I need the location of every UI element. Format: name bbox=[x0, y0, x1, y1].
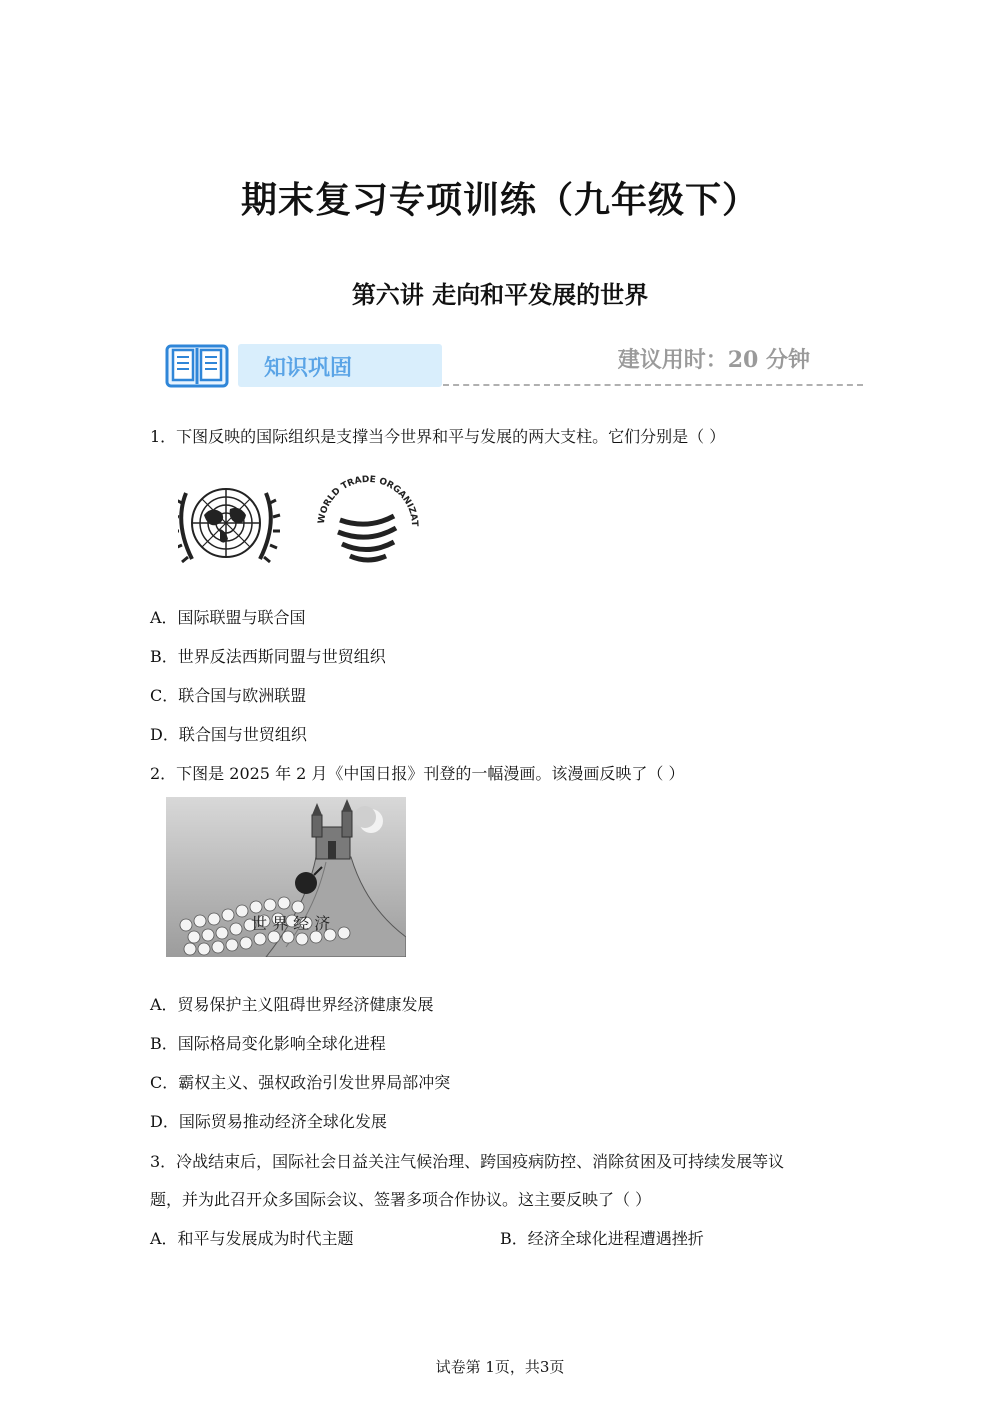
question-3-option-b: B．经济全球化进程遭遇挫折 bbox=[500, 1229, 704, 1248]
wto-logo bbox=[317, 475, 419, 560]
question-2-figure bbox=[166, 797, 406, 957]
question-1-option-d: D．联合国与世贸组织 bbox=[150, 725, 307, 744]
section-tag-label: 知识巩固 bbox=[264, 355, 353, 381]
question-2-option-a: A．贸易保护主义阻碍世界经济健康发展 bbox=[150, 995, 434, 1014]
question-2-option-c: C．霸权主义、强权政治引发世界局部冲突 bbox=[150, 1073, 451, 1092]
page-title: 期末复习专项训练（九年级下） bbox=[240, 180, 759, 221]
question-3-option-a: A．和平与发展成为时代主题 bbox=[150, 1229, 354, 1248]
question-1-option-b: B．世界反法西斯同盟与世贸组织 bbox=[150, 647, 386, 666]
dashed-divider bbox=[443, 384, 863, 386]
book-icon bbox=[165, 340, 229, 394]
question-3-stem-line-1: 3．冷战结束后，国际社会日益关注气候治理、跨国疫病防控、消除贫困及可持续发展等议 bbox=[150, 1152, 785, 1171]
question-3-stem-line-2: 题，并为此召开众多国际会议、签署多项合作协议。这主要反映了（ ） bbox=[150, 1190, 652, 1209]
question-1-figure bbox=[178, 468, 443, 578]
cartoon-caption: 世 界 经 济 bbox=[251, 914, 331, 933]
section-banner bbox=[165, 338, 865, 390]
question-1-stem: 1．下图反映的国际组织是支撑当今世界和平与发展的两大支柱。它们分别是（ ） bbox=[150, 427, 726, 446]
question-2-option-b: B．国际格局变化影响全球化进程 bbox=[150, 1034, 386, 1053]
question-1-option-a: A．国际联盟与联合国 bbox=[150, 608, 306, 627]
un-emblem bbox=[178, 489, 280, 562]
section-tag bbox=[238, 344, 442, 387]
un-emblem-and-wto-logo bbox=[178, 468, 443, 578]
svg-text:WORLD TRADE ORGANIZATION bbox=[317, 475, 419, 529]
lesson-subtitle: 第六讲 走向和平发展的世界 bbox=[351, 281, 649, 309]
question-2-stem: 2．下图是 2025 年 2 月《中国日报》刊登的一幅漫画。该漫画反映了（ ） bbox=[150, 764, 685, 783]
cartoon-image bbox=[166, 797, 406, 957]
suggested-time: 建议用时：20 分钟 bbox=[617, 347, 810, 373]
question-2-option-d: D．国际贸易推动经济全球化发展 bbox=[150, 1112, 387, 1131]
question-1-option-c: C．联合国与欧洲联盟 bbox=[150, 686, 307, 705]
page-footer: 试卷第 1页，共3页 bbox=[435, 1358, 565, 1376]
wto-logo-text: WORLD TRADE ORGANIZATION bbox=[316, 474, 420, 529]
